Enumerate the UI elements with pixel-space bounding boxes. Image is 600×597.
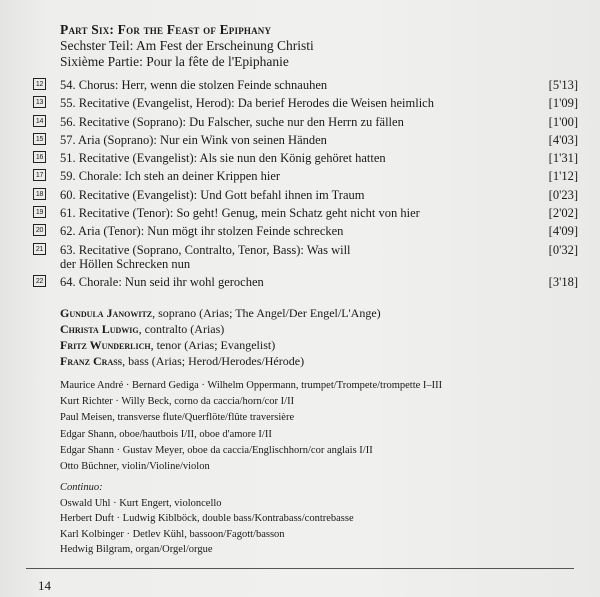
track-number-box: 14 xyxy=(33,115,46,127)
instrumentalists xyxy=(60,378,442,475)
continuo-line: Karl Kolbinger · Detlev Kühl, bassoon/Fagott/basson xyxy=(60,528,285,540)
track-duration: [4'09] xyxy=(548,224,578,239)
soloist-name: Gundula Janowitz xyxy=(60,306,153,320)
continuo-section xyxy=(60,480,354,558)
track-number-box: 18 xyxy=(33,188,46,200)
track-number-box: 19 xyxy=(33,206,46,218)
player-line: Maurice André · Bernard Gediga · Wilhelm Oppermann, trumpet/Trompete/trompette I–III xyxy=(60,380,443,391)
track-duration: [4'03] xyxy=(548,132,578,147)
track-title: 54. Chorus: Herr, wenn die stolzen Feinde schnauhen xyxy=(60,78,328,92)
track-duration: [5'13] xyxy=(548,78,578,92)
continuo-line: Hedwig Bilgram, organ/Orgel/orgue xyxy=(60,544,213,555)
continuo-line: Herbert Duft · Ludwig Kiblböck, double bass/Kontrabass/contrebasse xyxy=(60,513,354,524)
track-title-line1: 63. Recitative (Soprano, Contralto, Tenor, Bass): Was will xyxy=(60,242,351,257)
part-title-fr: Sixième Partie: Pour la fête de l'Epiphanie xyxy=(60,54,289,69)
track-row xyxy=(33,224,578,238)
part-title-de: Sechster Teil: Am Fest der Erscheinung Christi xyxy=(60,38,314,53)
track-duration: [2'02] xyxy=(548,206,578,221)
track-duration: [1'09] xyxy=(548,96,578,111)
soloist-name: Fritz Wunderlich xyxy=(60,338,151,352)
track-row xyxy=(33,206,578,220)
track-title xyxy=(60,243,530,271)
track-list xyxy=(33,78,578,293)
soloist-role: , soprano (Arias; The Angel/Der Engel/L'Ange) xyxy=(152,306,381,320)
part-header xyxy=(60,22,314,70)
track-row xyxy=(33,78,578,92)
track-duration: [0'32] xyxy=(548,242,578,257)
track-number-box: 13 xyxy=(33,96,46,108)
page-number: 14 xyxy=(38,578,51,593)
player-line: Paul Meisen, transverse flute/Querflöte/flûte traversière xyxy=(60,412,295,424)
soloist-line xyxy=(60,321,381,337)
soloist-name: Franz Crass xyxy=(60,354,123,368)
continuo-label: Continuo: xyxy=(60,482,103,493)
track-row xyxy=(33,96,578,110)
soloist-role: , tenor (Arias; Evangelist) xyxy=(150,338,276,352)
track-number-box: 20 xyxy=(33,224,46,236)
soloist-line xyxy=(60,353,381,369)
track-title: 56. Recitative (Soprano): Du Falscher, suche nur den Herrn zu fällen xyxy=(60,114,404,129)
track-number-box: 12 xyxy=(33,78,46,90)
track-title: 64. Chorale: Nun seid ihr wohl gerochen xyxy=(60,274,264,289)
soloists xyxy=(60,305,381,369)
track-number-box: 21 xyxy=(33,243,46,255)
track-title: 62. Aria (Tenor): Nun mögt ihr stolzen Feinde schrecken xyxy=(60,224,344,239)
soloist-role: , bass (Arias; Herod/Herodes/Hérode) xyxy=(122,354,305,368)
part-title-en: Part Six: For the Feast of Epiphany xyxy=(60,22,272,37)
player-line: Edgar Shann · Gustav Meyer, oboe da caccia/Englischhorn/cor anglais I/II xyxy=(60,444,373,456)
soloist-line xyxy=(60,305,381,321)
track-row xyxy=(33,115,578,129)
soloist-role: , contralto (Arias) xyxy=(138,322,225,336)
track-title-line2: der Höllen Schrecken nun xyxy=(60,256,191,271)
track-row xyxy=(33,188,578,202)
soloist-line xyxy=(60,337,381,353)
track-title: 51. Recitative (Evangelist): Als sie nun den König gehöret hatten xyxy=(60,151,386,166)
continuo-line: Oswald Uhl · Kurt Engert, violoncello xyxy=(60,497,222,509)
track-row xyxy=(33,275,578,289)
soloist-name: Christa Ludwig xyxy=(60,322,139,336)
track-duration: [3'18] xyxy=(548,274,578,289)
track-number-box: 15 xyxy=(33,133,46,145)
track-number-box: 22 xyxy=(33,275,46,287)
track-number-box: 17 xyxy=(33,169,46,181)
player-line: Kurt Richter · Willy Beck, corno da caccia/horn/cor I/II xyxy=(60,396,295,408)
track-row xyxy=(33,243,578,271)
player-line: Otto Büchner, violin/Violine/violon xyxy=(60,461,210,473)
track-duration: [0'23] xyxy=(548,187,578,202)
track-duration: [1'31] xyxy=(548,151,578,166)
track-title: 61. Recitative (Tenor): So geht! Genug, mein Schatz geht nicht von hier xyxy=(60,206,420,221)
player-line: Edgar Shann, oboe/hautbois I/II, oboe d'amore I/II xyxy=(60,428,272,440)
track-title: 59. Chorale: Ich steh an deiner Krippen hier xyxy=(60,169,281,184)
track-duration: [1'00] xyxy=(548,114,578,129)
track-row xyxy=(33,151,578,165)
track-row xyxy=(33,169,578,183)
track-title: 55. Recitative (Evangelist, Herod): Da berief Herodes die Weisen heimlich xyxy=(60,96,434,111)
track-title: 60. Recitative (Evangelist): Und Gott befahl ihnen im Traum xyxy=(60,187,365,202)
track-title: 57. Aria (Soprano): Nur ein Wink von seinen Händen xyxy=(60,132,327,147)
footer-rule xyxy=(26,568,574,569)
track-row xyxy=(33,133,578,147)
track-duration: [1'12] xyxy=(548,169,578,184)
track-number-box: 16 xyxy=(33,151,46,163)
